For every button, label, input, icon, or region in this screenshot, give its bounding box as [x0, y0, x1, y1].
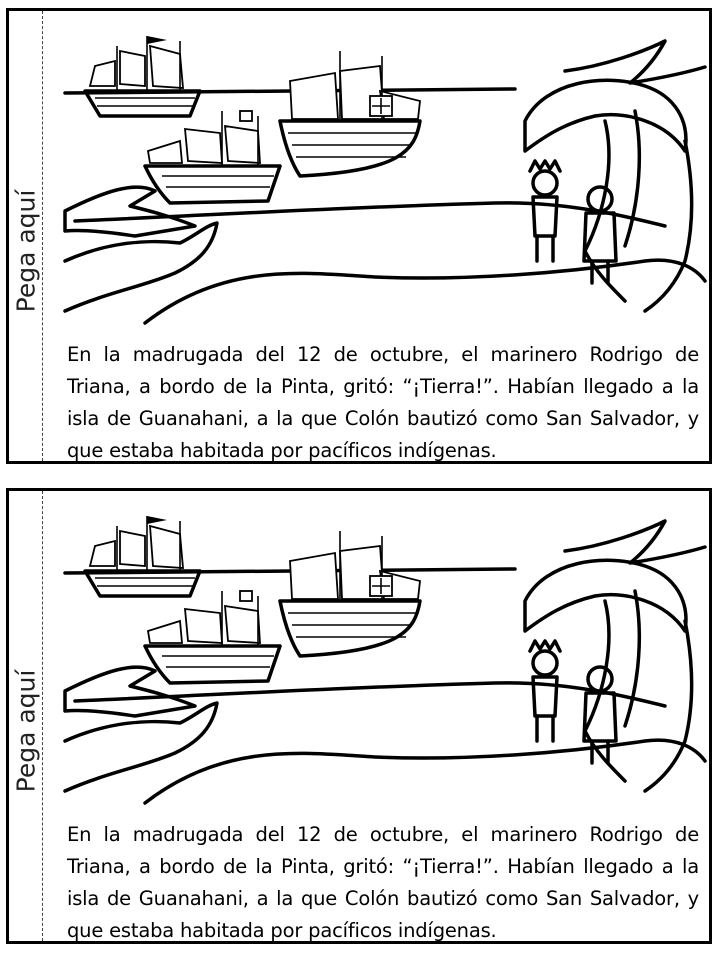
- landing-scene-illustration: [45, 11, 709, 341]
- landing-scene-illustration: [45, 491, 709, 821]
- glue-label: Pega aquí: [11, 189, 41, 313]
- ship-santa-maria: [85, 516, 200, 596]
- glue-strip: [9, 11, 43, 461]
- beach-line: [145, 260, 705, 323]
- ship-santa-maria: [85, 36, 200, 116]
- story-card-2: [6, 488, 712, 944]
- native-figure-1: [530, 161, 560, 261]
- beach-line: [145, 740, 705, 803]
- native-figure-1: [530, 641, 560, 741]
- story-text: En la madrugada del 12 de octubre, el marinero Rodrigo de Triana, a bordo de la Pinta, gritó: “¡Tierra!”. Habían llegado a la isla de Guanahani, a la que Colón bautizó como San Salvador, y que estaba habitada por pacíficos indígenas.: [67, 823, 699, 942]
- ship-pinta: [145, 591, 280, 683]
- story-card-1: [6, 8, 712, 464]
- glue-label: Pega aquí: [11, 669, 41, 793]
- ship-nina: [280, 531, 420, 656]
- glue-strip: [9, 491, 43, 941]
- ship-pinta: [145, 111, 280, 203]
- ship-nina: [280, 51, 420, 176]
- story-text: En la madrugada del 12 de octubre, el marinero Rodrigo de Triana, a bordo de la Pinta, gritó: “¡Tierra!”. Habían llegado a la isla de Guanahani, a la que Colón bautizó como San Salvador, y que estaba habitada por pacíficos indígenas.: [67, 343, 699, 462]
